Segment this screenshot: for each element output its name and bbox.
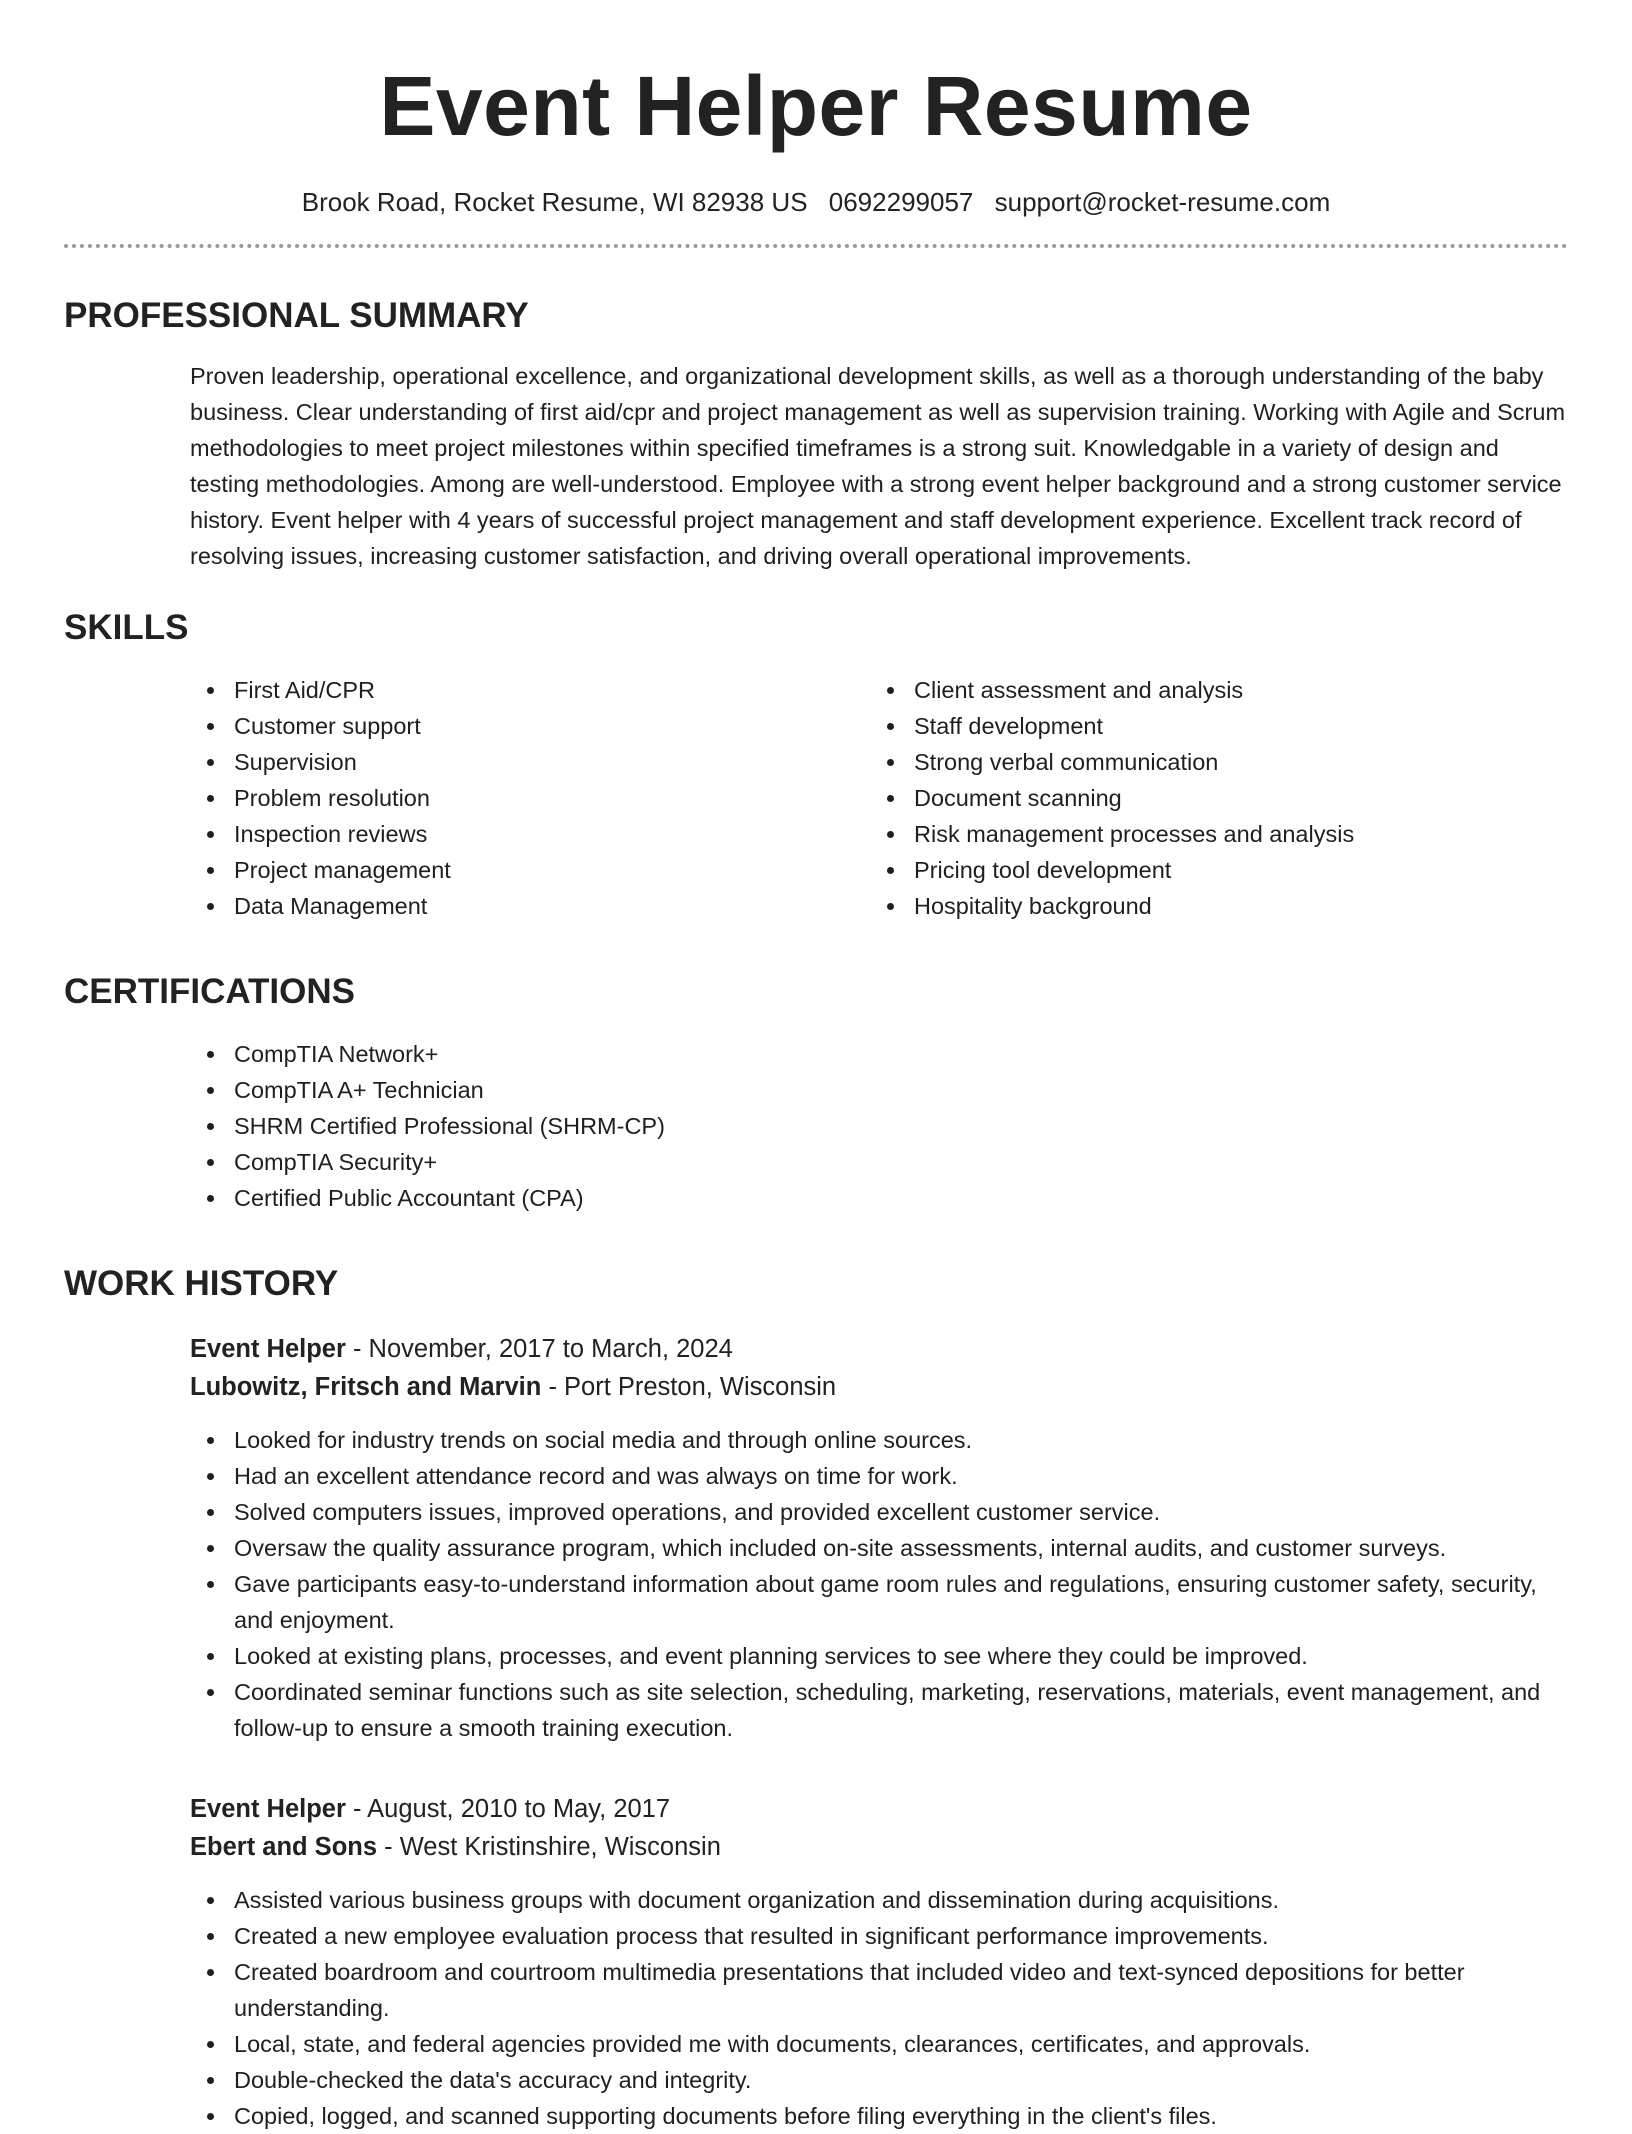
list-item: SHRM Certified Professional (SHRM-CP) (190, 1108, 1568, 1144)
list-item: Problem resolution (190, 780, 870, 816)
list-item: Supervision (190, 744, 870, 780)
job-title-line (190, 1790, 1568, 1828)
list-item: Had an excellent attendance record and was always on time for work. (190, 1458, 1568, 1494)
list-item: Local, state, and federal agencies provided me with documents, clearances, certificates, and approvals. (190, 2026, 1568, 2062)
list-item: Hospitality background (870, 888, 1568, 924)
job-location: - Port Preston, Wisconsin (541, 1373, 837, 1401)
job-role: Event Helper (190, 1795, 346, 1823)
list-item: CompTIA Security+ (190, 1144, 1568, 1180)
job-title-line (190, 1330, 1568, 1368)
list-item: Copied, logged, and scanned supporting documents before filing everything in the client's files. (190, 2098, 1568, 2134)
list-item: Looked at existing plans, processes, and event planning services to see where they could be improved. (190, 1638, 1568, 1674)
list-item: Gave participants easy-to-understand information about game room rules and regulations, ensuring customer safety, security, and enjoyment. (190, 1566, 1568, 1638)
certifications-list (190, 1036, 1568, 1216)
list-item: Risk management processes and analysis (870, 816, 1568, 852)
list-item: First Aid/CPR (190, 672, 870, 708)
header-divider (64, 244, 1568, 248)
skills-column-left (190, 672, 870, 924)
list-item: Certified Public Accountant (CPA) (190, 1180, 1568, 1216)
list-item: Created boardroom and courtroom multimedia presentations that included video and text-synced depositions for better understanding. (190, 1954, 1568, 2026)
list-item: Created a new employee evaluation process that resulted in significant performance improvements. (190, 1918, 1568, 1954)
job-company-line (190, 1828, 1568, 1866)
list-item: Oversaw the quality assurance program, which included on-site assessments, internal audits, and customer surveys. (190, 1530, 1568, 1566)
contact-email[interactable]: support@rocket-resume.com (994, 187, 1331, 217)
list-item: Inspection reviews (190, 816, 870, 852)
job-role: Event Helper (190, 1335, 346, 1363)
list-item: CompTIA A+ Technician (190, 1072, 1568, 1108)
job-dates: - August, 2010 to May, 2017 (345, 1795, 671, 1823)
contact-address: Brook Road, Rocket Resume, WI 82938 US (301, 187, 808, 217)
job-entry (190, 1330, 1568, 1746)
job-company: Ebert and Sons (190, 1833, 378, 1861)
list-item: Client assessment and analysis (870, 672, 1568, 708)
section-title-work-history: WORK HISTORY (64, 1264, 339, 1303)
contact-phone: 0692299057 (828, 187, 974, 217)
contact-line (64, 184, 1568, 220)
resume-title: Event Helper Resume (379, 59, 1253, 153)
list-item: Pricing tool development (870, 852, 1568, 888)
list-item: Looked for industry trends on social media and through online sources. (190, 1422, 1568, 1458)
job-company-line (190, 1368, 1568, 1406)
section-title-certifications: CERTIFICATIONS (64, 972, 356, 1011)
section-title-skills: SKILLS (64, 608, 189, 647)
list-item: Staff development (870, 708, 1568, 744)
resume-page (64, 0, 1568, 2134)
section-title-summary: PROFESSIONAL SUMMARY (64, 296, 529, 335)
skills-column-right (870, 672, 1568, 924)
list-item: Solved computers issues, improved operations, and provided excellent customer service. (190, 1494, 1568, 1530)
list-item: Assisted various business groups with document organization and dissemination during acquisitions. (190, 1882, 1568, 1918)
list-item: Data Management (190, 888, 870, 924)
list-item: Project management (190, 852, 870, 888)
list-item: Document scanning (870, 780, 1568, 816)
list-item: Double-checked the data's accuracy and integrity. (190, 2062, 1568, 2098)
job-duties-list (190, 1422, 1568, 1746)
list-item: Coordinated seminar functions such as site selection, scheduling, marketing, reservations, materials, event management, and follow-up to ensure a smooth training execution. (190, 1674, 1568, 1746)
list-item: Customer support (190, 708, 870, 744)
summary-text: Proven leadership, operational excellence, and organizational development skills, as well as a thorough understanding of the baby business. Clear understanding of first aid/cpr and project management as well as supervision training. Working with Agile and Scrum methodologies to meet project milestones within specified timeframes is a strong suit. Knowledgable in a variety of design and testing methodologies. Among are well-understood. Employee with a strong event helper background and a strong customer service history. Event helper with 4 years of successful project management and staff development experience. Excellent track record of resolving issues, increasing customer satisfaction, and driving overall operational improvements. (190, 363, 1566, 569)
list-item: Strong verbal communication (870, 744, 1568, 780)
skills-list (190, 672, 1568, 924)
job-dates: - November, 2017 to March, 2024 (345, 1335, 733, 1363)
job-entry (190, 1790, 1568, 2134)
job-company: Lubowitz, Fritsch and Marvin (190, 1373, 542, 1401)
job-location: - West Kristinshire, Wisconsin (377, 1833, 721, 1861)
job-duties-list (190, 1882, 1568, 2134)
list-item: CompTIA Network+ (190, 1036, 1568, 1072)
